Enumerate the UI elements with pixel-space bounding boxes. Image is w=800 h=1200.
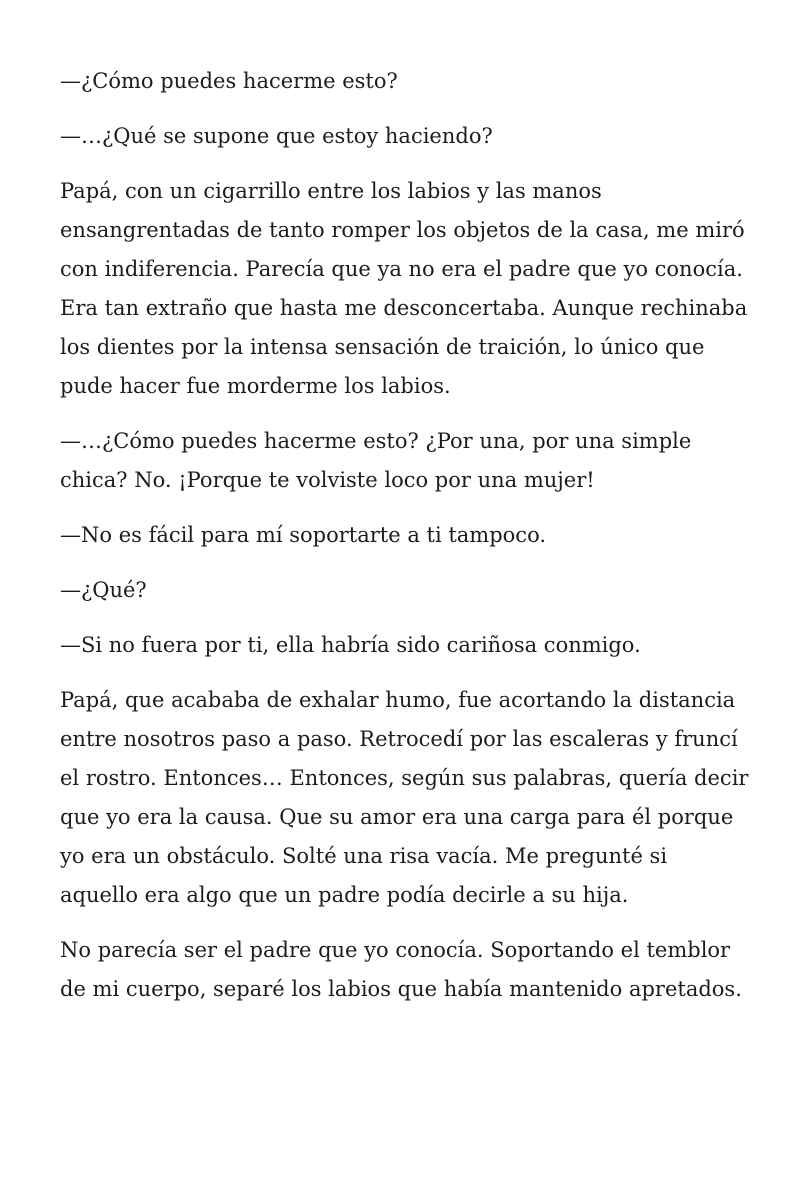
paragraph-dialogue-5: —¿Qué? (60, 578, 147, 602)
paragraph-dialogue-6: —Si no fuera por ti, ella habría sido cariñosa conmigo. (60, 633, 641, 657)
paragraph-dialogue-4: —No es fácil para mí soportarte a ti tampoco. (60, 523, 547, 547)
paragraph-dialogue-3: —…¿Cómo puedes hacerme esto? ¿Por una, por una simple chica? No. ¡Porque te volviste loco por una mujer! (60, 429, 692, 492)
document-page (60, 62, 750, 1025)
paragraph-narration-3: No parecía ser el padre que yo conocía. Soportando el temblor de mi cuerpo, separé los labios que había mantenido apretados. (60, 938, 742, 1001)
paragraph-dialogue-1: —¿Cómo puedes hacerme esto? (60, 69, 398, 93)
paragraph-dialogue-2: —…¿Qué se supone que estoy haciendo? (60, 124, 493, 148)
paragraph-narration-1: Papá, con un cigarrillo entre los labios y las manos ensangrentadas de tanto romper los objetos de la casa, me miró con indiferencia. Parecía que ya no era el padre que yo conocía. Era tan extraño que hasta me desconcertaba. Aunque rechinaba los dientes por la intensa sensación de traición, lo único que pude hacer fue morderme los labios. (60, 179, 748, 398)
paragraph-narration-2: Papá, que acababa de exhalar humo, fue acortando la distancia entre nosotros paso a paso. Retrocedí por las escaleras y fruncí el rostro. Entonces… Entonces, según sus palabras, quería decir que yo era la causa. Que su amor era una carga para él porque yo era un obstáculo. Solté una risa vacía. Me pregunté si aquello era algo que un padre podía decirle a su hija. (60, 688, 749, 907)
